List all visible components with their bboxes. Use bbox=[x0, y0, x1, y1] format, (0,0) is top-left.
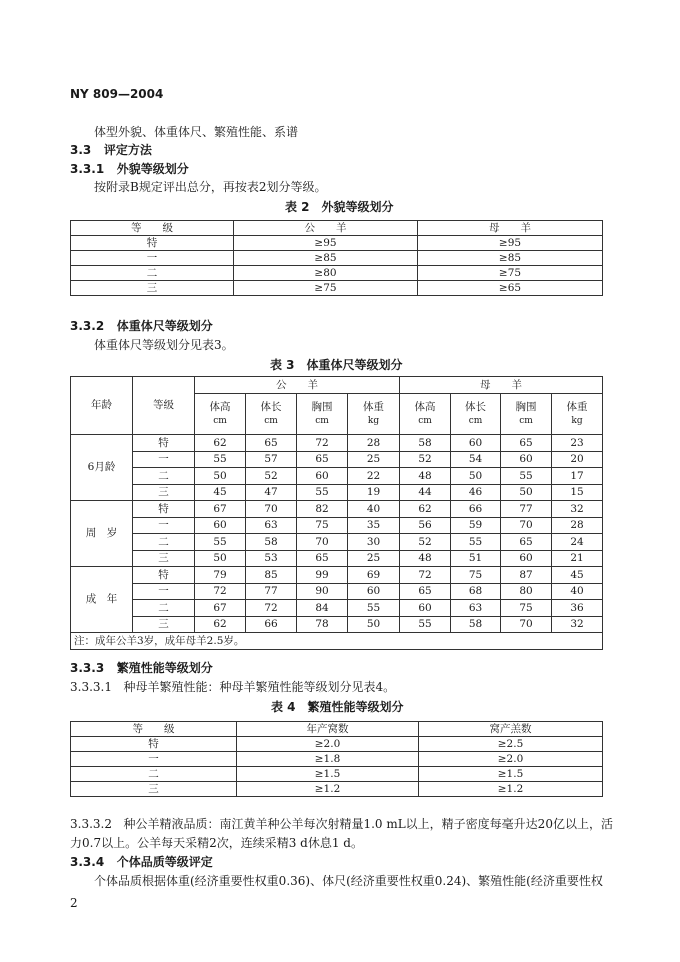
value-cell: 36 bbox=[552, 600, 603, 617]
value-cell: 40 bbox=[552, 583, 603, 600]
section-3-3-2 bbox=[70, 317, 213, 334]
lambs-cell: ≥1.2 bbox=[419, 782, 603, 797]
appearance-grade-table bbox=[70, 220, 603, 296]
value-cell: 70 bbox=[297, 534, 348, 551]
metric-header bbox=[552, 394, 603, 435]
age-group-cell: 成 年 bbox=[71, 567, 133, 633]
value-cell: 60 bbox=[451, 435, 501, 452]
table-row bbox=[71, 567, 603, 584]
value-cell: 67 bbox=[195, 600, 246, 617]
table-row bbox=[71, 534, 603, 551]
table-row bbox=[71, 767, 603, 782]
table3-body bbox=[71, 435, 603, 633]
male-score-cell: ≥80 bbox=[234, 266, 418, 281]
header-female: 母 羊 bbox=[418, 221, 603, 236]
value-cell: 66 bbox=[246, 616, 297, 633]
value-cell: 32 bbox=[552, 501, 603, 518]
section-number: 3.3.2 bbox=[70, 319, 105, 333]
litters-cell: ≥1.5 bbox=[237, 767, 419, 782]
value-cell: 28 bbox=[552, 517, 603, 534]
header-male: 公 羊 bbox=[234, 221, 418, 236]
value-cell: 75 bbox=[451, 567, 501, 584]
value-cell: 21 bbox=[552, 550, 603, 567]
value-cell: 24 bbox=[552, 534, 603, 551]
table-row bbox=[71, 236, 603, 251]
metric-name: 胸围 bbox=[515, 401, 537, 414]
value-cell: 58 bbox=[400, 435, 451, 452]
table-row bbox=[71, 752, 603, 767]
table-row bbox=[71, 484, 603, 501]
table-header-row bbox=[71, 221, 603, 236]
value-cell: 70 bbox=[501, 616, 552, 633]
metric-unit: cm bbox=[213, 415, 227, 426]
value-cell: 60 bbox=[297, 468, 348, 485]
value-cell: 60 bbox=[501, 550, 552, 567]
table-header-row bbox=[71, 722, 603, 737]
female-score-cell: ≥75 bbox=[418, 266, 603, 281]
grade-cell: 一 bbox=[133, 517, 195, 534]
value-cell: 75 bbox=[297, 517, 348, 534]
grade-cell: 一 bbox=[133, 583, 195, 600]
grade-cell: 特 bbox=[71, 236, 234, 251]
value-cell: 63 bbox=[451, 600, 501, 617]
section-number: 3.3 bbox=[70, 143, 92, 157]
value-cell: 50 bbox=[195, 468, 246, 485]
header-grade: 等 级 bbox=[71, 221, 234, 236]
litters-cell: ≥2.0 bbox=[237, 737, 419, 752]
value-cell: 35 bbox=[348, 517, 400, 534]
grade-cell: 二 bbox=[71, 767, 237, 782]
value-cell: 55 bbox=[297, 484, 348, 501]
value-cell: 53 bbox=[246, 550, 297, 567]
metric-header bbox=[400, 394, 451, 435]
value-cell: 15 bbox=[552, 484, 603, 501]
grade-cell: 一 bbox=[71, 752, 237, 767]
value-cell: 67 bbox=[195, 501, 246, 518]
value-cell: 50 bbox=[195, 550, 246, 567]
value-cell: 60 bbox=[501, 451, 552, 468]
value-cell: 30 bbox=[348, 534, 400, 551]
male-score-cell: ≥75 bbox=[234, 281, 418, 296]
lambs-cell: ≥2.5 bbox=[419, 737, 603, 752]
intro-line: 体型外貌、体重体尺、繁殖性能、系谱 bbox=[94, 125, 299, 139]
value-cell: 55 bbox=[400, 616, 451, 633]
header-female: 母 羊 bbox=[400, 377, 603, 394]
standard-code: NY 809—2004 bbox=[70, 87, 164, 101]
section-3-3-1 bbox=[70, 160, 189, 177]
section-3-3-3-2-line2: 力0.7以上。公羊每天采精2次，连续采精3 d休息1 d。 bbox=[70, 836, 363, 850]
value-cell: 20 bbox=[552, 451, 603, 468]
value-cell: 70 bbox=[246, 501, 297, 518]
value-cell: 58 bbox=[451, 616, 501, 633]
value-cell: 47 bbox=[246, 484, 297, 501]
value-cell: 60 bbox=[400, 600, 451, 617]
value-cell: 65 bbox=[297, 451, 348, 468]
value-cell: 44 bbox=[400, 484, 451, 501]
value-cell: 55 bbox=[348, 600, 400, 617]
value-cell: 50 bbox=[348, 616, 400, 633]
male-score-cell: ≥85 bbox=[234, 251, 418, 266]
value-cell: 65 bbox=[246, 435, 297, 452]
section-3-3-1-body: 按附录B规定评出总分，再按表2划分等级。 bbox=[94, 180, 327, 194]
female-score-cell: ≥65 bbox=[418, 281, 603, 296]
table-row bbox=[71, 583, 603, 600]
age-group-cell: 6月龄 bbox=[71, 435, 133, 501]
metric-unit: kg bbox=[367, 415, 380, 426]
value-cell: 99 bbox=[297, 567, 348, 584]
value-cell: 87 bbox=[501, 567, 552, 584]
value-cell: 46 bbox=[451, 484, 501, 501]
value-cell: 22 bbox=[348, 468, 400, 485]
value-cell: 72 bbox=[297, 435, 348, 452]
value-cell: 25 bbox=[348, 550, 400, 567]
metric-unit: kg bbox=[571, 415, 583, 426]
value-cell: 65 bbox=[501, 435, 552, 452]
body-size-grade-table bbox=[70, 376, 603, 650]
value-cell: 66 bbox=[451, 501, 501, 518]
value-cell: 79 bbox=[195, 567, 246, 584]
grade-cell: 三 bbox=[133, 484, 195, 501]
value-cell: 52 bbox=[400, 534, 451, 551]
table-header-row bbox=[71, 377, 603, 394]
section-body-line1: 种公羊精液品质：南江黄羊种公羊每次射精量1.0 mL以上，精子密度每毫升达20亿以上，活 bbox=[123, 817, 613, 831]
metric-unit: cm bbox=[264, 415, 278, 426]
header-grade: 等级 bbox=[133, 377, 195, 435]
section-3-3-3 bbox=[70, 659, 213, 676]
value-cell: 72 bbox=[400, 567, 451, 584]
section-3-3 bbox=[70, 141, 152, 158]
table-row bbox=[71, 782, 603, 797]
table-row bbox=[71, 468, 603, 485]
value-cell: 65 bbox=[400, 583, 451, 600]
value-cell: 60 bbox=[195, 517, 246, 534]
value-cell: 72 bbox=[246, 600, 297, 617]
value-cell: 32 bbox=[552, 616, 603, 633]
value-cell: 50 bbox=[501, 484, 552, 501]
section-title: 繁殖性能等级划分 bbox=[116, 661, 213, 675]
section-title: 体重体尺等级划分 bbox=[116, 319, 213, 333]
header-lambs-per-litter: 窝产羔数 bbox=[419, 722, 603, 737]
grade-cell: 特 bbox=[133, 501, 195, 518]
value-cell: 40 bbox=[348, 501, 400, 518]
grade-cell: 一 bbox=[71, 251, 234, 266]
value-cell: 77 bbox=[246, 583, 297, 600]
grade-cell: 二 bbox=[133, 468, 195, 485]
table4-caption: 表 4 繁殖性能等级划分 bbox=[271, 700, 404, 714]
metric-name: 体高 bbox=[414, 401, 436, 414]
value-cell: 50 bbox=[451, 468, 501, 485]
metric-name: 体长 bbox=[260, 401, 282, 414]
section-number: 3.3.3.2 bbox=[70, 817, 112, 831]
table3-caption: 表 3 体重体尺等级划分 bbox=[270, 358, 403, 372]
table-note: 注：成年公羊3岁，成年母羊2.5岁。 bbox=[71, 633, 603, 650]
value-cell: 62 bbox=[400, 501, 451, 518]
metric-unit: cm bbox=[418, 415, 432, 426]
female-score-cell: ≥95 bbox=[418, 236, 603, 251]
metric-name: 体重 bbox=[363, 401, 384, 414]
header-litters-per-year: 年产窝数 bbox=[237, 722, 419, 737]
value-cell: 52 bbox=[246, 468, 297, 485]
grade-cell: 二 bbox=[133, 534, 195, 551]
value-cell: 58 bbox=[246, 534, 297, 551]
table-row bbox=[71, 251, 603, 266]
value-cell: 28 bbox=[348, 435, 400, 452]
value-cell: 82 bbox=[297, 501, 348, 518]
value-cell: 19 bbox=[348, 484, 400, 501]
section-3-3-4-body: 个体品质根据体重(经济重要性权重0.36)、体尺(经济重要性权重0.24)、繁殖性能(经济重要性权 bbox=[94, 874, 603, 888]
lambs-cell: ≥2.0 bbox=[419, 752, 603, 767]
value-cell: 62 bbox=[195, 616, 246, 633]
metric-header bbox=[246, 394, 297, 435]
value-cell: 60 bbox=[348, 583, 400, 600]
metric-header bbox=[348, 394, 400, 435]
section-3-3-2-body: 体重体尺等级划分见表3。 bbox=[94, 338, 234, 352]
metric-header bbox=[297, 394, 348, 435]
table-row bbox=[71, 435, 603, 452]
grade-cell: 二 bbox=[71, 266, 234, 281]
grade-cell: 特 bbox=[133, 435, 195, 452]
value-cell: 90 bbox=[297, 583, 348, 600]
value-cell: 80 bbox=[501, 583, 552, 600]
table-row bbox=[71, 600, 603, 617]
value-cell: 69 bbox=[348, 567, 400, 584]
grade-cell: 二 bbox=[133, 600, 195, 617]
header-grade: 等 级 bbox=[71, 722, 237, 737]
value-cell: 54 bbox=[451, 451, 501, 468]
value-cell: 56 bbox=[400, 517, 451, 534]
table2-caption: 表 2 外貌等级划分 bbox=[285, 200, 394, 214]
value-cell: 78 bbox=[297, 616, 348, 633]
section-3-3-3-1 bbox=[70, 678, 395, 695]
value-cell: 70 bbox=[501, 517, 552, 534]
litters-cell: ≥1.8 bbox=[237, 752, 419, 767]
age-group-cell: 周 岁 bbox=[71, 501, 133, 567]
grade-cell: 三 bbox=[133, 616, 195, 633]
metric-name: 体高 bbox=[209, 401, 231, 414]
value-cell: 45 bbox=[552, 567, 603, 584]
value-cell: 62 bbox=[195, 435, 246, 452]
value-cell: 59 bbox=[451, 517, 501, 534]
metric-unit: cm bbox=[519, 415, 533, 426]
grade-cell: 三 bbox=[133, 550, 195, 567]
value-cell: 85 bbox=[246, 567, 297, 584]
value-cell: 51 bbox=[451, 550, 501, 567]
section-title: 外貌等级划分 bbox=[116, 162, 189, 176]
grade-cell: 一 bbox=[133, 451, 195, 468]
metric-name: 胸围 bbox=[311, 401, 333, 414]
section-title: 评定方法 bbox=[103, 143, 152, 157]
section-number: 3.3.3.1 bbox=[70, 680, 112, 694]
metric-header bbox=[451, 394, 501, 435]
table-row bbox=[71, 616, 603, 633]
male-score-cell: ≥95 bbox=[234, 236, 418, 251]
value-cell: 55 bbox=[195, 451, 246, 468]
value-cell: 68 bbox=[451, 583, 501, 600]
value-cell: 63 bbox=[246, 517, 297, 534]
table-row bbox=[71, 550, 603, 567]
table-row bbox=[71, 451, 603, 468]
metric-name: 体长 bbox=[465, 401, 486, 414]
section-3-3-4 bbox=[70, 853, 213, 870]
value-cell: 17 bbox=[552, 468, 603, 485]
value-cell: 75 bbox=[501, 600, 552, 617]
metric-name: 体重 bbox=[566, 401, 588, 414]
value-cell: 65 bbox=[501, 534, 552, 551]
header-male: 公 羊 bbox=[195, 377, 400, 394]
section-number: 3.3.4 bbox=[70, 855, 105, 869]
value-cell: 72 bbox=[195, 583, 246, 600]
table-row bbox=[71, 737, 603, 752]
table-row bbox=[71, 266, 603, 281]
metric-unit: cm bbox=[315, 415, 329, 426]
value-cell: 48 bbox=[400, 468, 451, 485]
section-title: 个体品质等级评定 bbox=[116, 855, 213, 869]
value-cell: 23 bbox=[552, 435, 603, 452]
grade-cell: 特 bbox=[71, 737, 237, 752]
reproduction-grade-table bbox=[70, 721, 603, 797]
grade-cell: 三 bbox=[71, 281, 234, 296]
value-cell: 45 bbox=[195, 484, 246, 501]
value-cell: 25 bbox=[348, 451, 400, 468]
section-3-3-3-2 bbox=[70, 815, 613, 832]
section-number: 3.3.1 bbox=[70, 162, 105, 176]
table-row bbox=[71, 517, 603, 534]
value-cell: 52 bbox=[400, 451, 451, 468]
value-cell: 65 bbox=[297, 550, 348, 567]
litters-cell: ≥1.2 bbox=[237, 782, 419, 797]
table-row bbox=[71, 501, 603, 518]
value-cell: 84 bbox=[297, 600, 348, 617]
section-body: 种母羊繁殖性能：种母羊繁殖性能等级划分见表4。 bbox=[123, 680, 396, 694]
value-cell: 48 bbox=[400, 550, 451, 567]
table-row bbox=[71, 281, 603, 296]
value-cell: 55 bbox=[451, 534, 501, 551]
value-cell: 77 bbox=[501, 501, 552, 518]
page-number: 2 bbox=[70, 896, 78, 910]
female-score-cell: ≥85 bbox=[418, 251, 603, 266]
table-note-row bbox=[71, 633, 603, 650]
value-cell: 55 bbox=[501, 468, 552, 485]
grade-cell: 三 bbox=[71, 782, 237, 797]
lambs-cell: ≥1.5 bbox=[419, 767, 603, 782]
metric-header bbox=[195, 394, 246, 435]
metric-unit: cm bbox=[468, 415, 483, 426]
value-cell: 55 bbox=[195, 534, 246, 551]
header-age: 年龄 bbox=[71, 377, 133, 435]
value-cell: 57 bbox=[246, 451, 297, 468]
grade-cell: 特 bbox=[133, 567, 195, 584]
section-number: 3.3.3 bbox=[70, 661, 105, 675]
metric-header bbox=[501, 394, 552, 435]
